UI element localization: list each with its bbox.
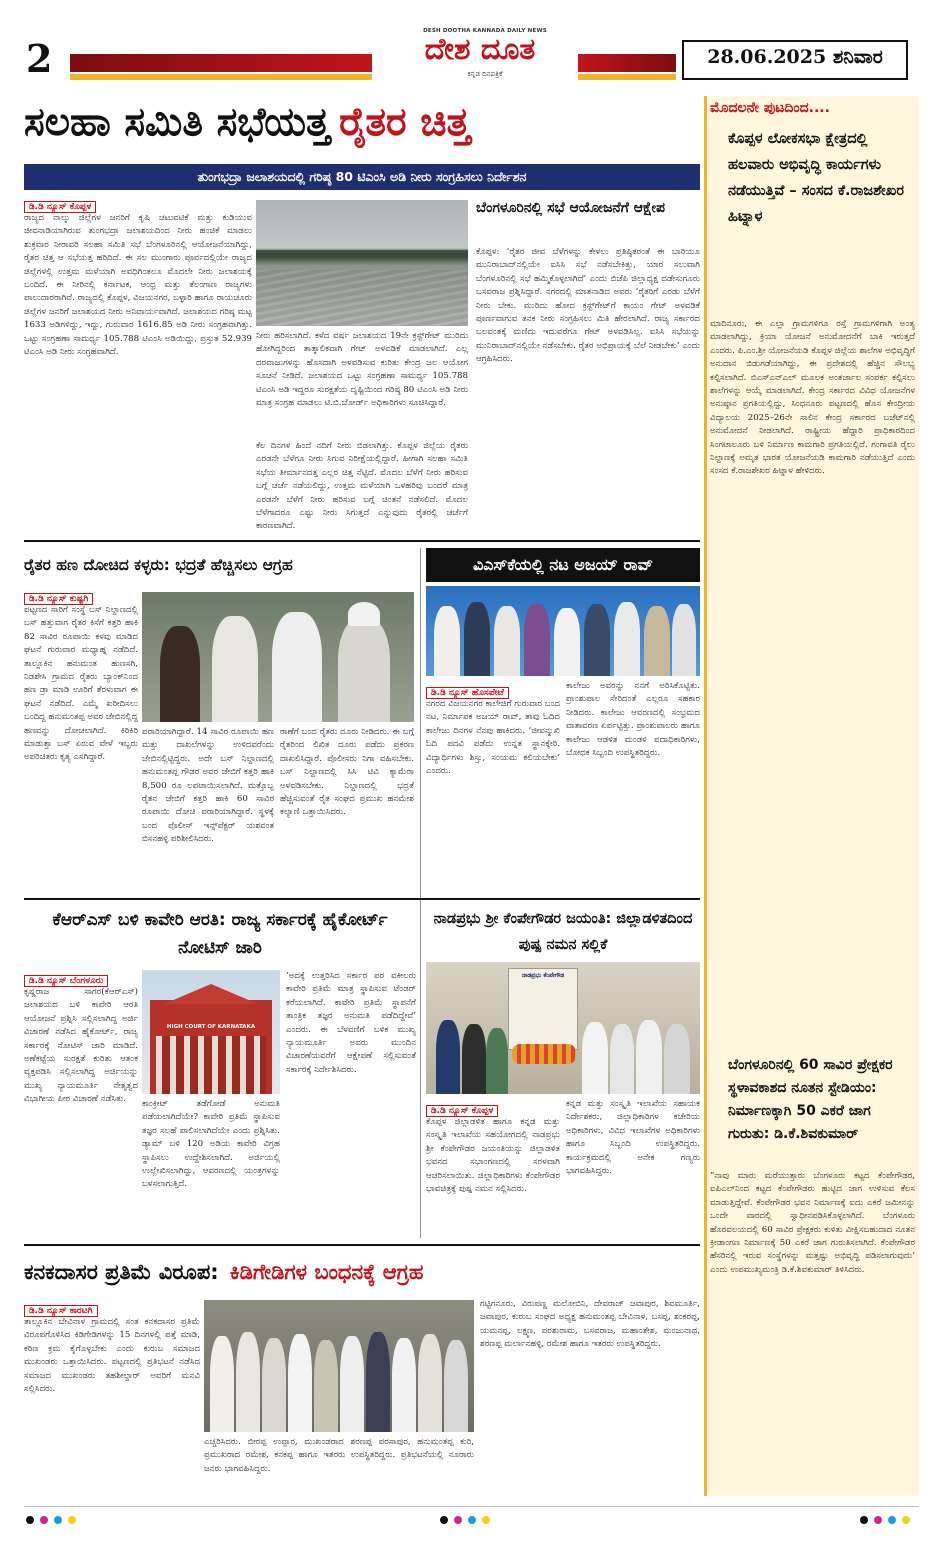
photo-person	[392, 1338, 416, 1432]
divider-vertical-mid	[420, 548, 421, 1238]
kanakadasa-column-2: ಎಚ್ಚರಿಸಿದರು. ಬೀರಪ್ಪ ಉಪ್ಪಾರ, ಮುಖಂಡರಾದ ಶರಣಪ್ಪ ಪರಸಾಪುರ, ಹನುಮಂತಪ್ಪ ಕುರಿ, ಪ್ರಮುಖರಾದ ರಮೇಶ, ಕನಕಪ್ಪ ಹಾಗೂ ಇತರರು ಉಪಸ್ಥಿತರಿದ್ದರು. ಪ್ರತಿಭಟನೆಯಲ್ಲಿ ನೂರಾರು ಜನರು ಭಾಗವಹಿಸಿದ್ದರು.	[204, 1437, 474, 1474]
sidebar-headline-1: ಕೊಪ್ಪಳ ಲೋಕಸಭಾ ಕ್ಷೇತ್ರದಲ್ಲಿ ಹಲವಾರು ಅಭಿವೃದ್ಧಿ ಕಾರ್ಯಗಳು ನಡೆಯುತ್ತಿವೆ – ಸಂಸದ ಕೆ.ರಾಜಶೇಖರ ಹಿಟ್ನಾಳ	[728, 131, 905, 225]
registration-marks-center	[440, 1516, 500, 1526]
lead-subhead-bar	[24, 164, 700, 190]
krs-column-2: ಕಾಂಕ್ರೀಟ್ ತಡೆಗೋಡೆ ಅನುಮತಿ ಪಡೆಯಲಾಗಿದೆಯೇ? ಕಾವೇರಿ ಪ್ರತಿಮೆ ಸ್ಥಾಪಿಸುವ ತಜ್ಞರ ಸಲಹೆ ಪಾಲಿಸಲಾಗಿದೆಯೇ ಎಂದು ಪ್ರಶ್ನಿಸಿತು. ಡ್ಯಾಮ್ ಬಳಿ 120 ಅಡಿಯ ಕಾವೇರಿ ವಿಗ್ರಹ ಸ್ಥಾಪಿಸಲು ಉದ್ದೇಶಿಸಲಾಗಿದೆ. ಅರ್ಜಿಯಲ್ಲಿ ಉಲ್ಲೇಖಿಸಲಾಗಿದ್ದು, ಆವರಣದಲ್ಲಿ ಯಂತ್ರಗಳನ್ನು ಬಳಸಲಾಗುತ್ತಿದೆ.	[142, 1099, 280, 1190]
reg-dot	[468, 1516, 476, 1524]
photo-person	[212, 616, 258, 722]
reservoir-shore	[256, 250, 468, 258]
kempegowda-byline-label: ಡಿ.ಡಿ ನ್ಯೂಸ್ ಕೊಪ್ಪಳ	[426, 1105, 498, 1117]
divider-row-2	[24, 898, 700, 900]
photo-person	[338, 618, 390, 722]
kanakadasa-headline-red: ಕಿಡಿಗೇಡಿಗಳ ಬಂಧನಕ್ಕೆ ಆಗ್ರಹ	[229, 1260, 424, 1284]
sidebar-kicker: ಮೊದಲನೇ ಪುಟದಿಂದ....	[710, 100, 830, 116]
actor-headline: ವಿಎಸ್‌ಕೆಯಲ್ಲಿ ನಟ ಅಜಯ್ ರಾವ್	[472, 555, 654, 574]
thieves-byline-label: ಡಿ.ಡಿ ನ್ಯೂಸ್ ಕುಷ್ಟಗಿ	[24, 593, 93, 605]
photo-person	[486, 1028, 508, 1094]
kanakadasa-byline-label: ಡಿ.ಡಿ ನ್ಯೂಸ್ ಕಾರಟಗಿ	[24, 1305, 98, 1317]
reg-dot	[454, 1516, 462, 1524]
photo-person	[672, 604, 696, 676]
krs-byline-label: ಡಿ.ಡಿ ನ್ಯೂಸ್ ಬೆಂಗಳೂರು	[24, 975, 108, 987]
high-court-photo	[142, 970, 280, 1094]
kempegowda-banner-text: ನಾಡಪ್ರಭು ಕೆಂಪೇಗೌಡ	[521, 972, 565, 979]
kempegowda-photo	[426, 962, 700, 1094]
kanakadasa-column-1: ತಾಲ್ಲೂಕಿನ ಬೇವಿನಾಳ ಗ್ರಾಮದಲ್ಲಿ ಸಂತ ಕನಕದಾಸರ ಪ್ರತಿಮೆ ವಿರೂಪಗೊಳಿಸಿದ ಕಿಡಿಗೇಡಿಗಳನ್ನು 15 ದಿನಗಳಲ್ಲಿ ಪತ್ತೆ ಮಾಡಿ, ಕಠಿಣ ಕ್ರಮ ಕೈಗೊಳ್ಳಬೇಕು ಎಂದು ಕುರುಬ ಸಮಾಜದ ಮುಖಂಡರು ಒತ್ತಾಯಿಸಿದರು. ಪಟ್ಟಣದಲ್ಲಿ ಪ್ರತಿಭಟನೆ ನಡೆಸಿದ ಸಮಾಜದ ಮುಖಂಡರು ತಹಶೀಲ್ದಾರ್ ಅವರಿಗೆ ಮನವಿ ಸಲ್ಲಿಸಿದರು.	[24, 1317, 200, 1395]
reg-dot	[40, 1516, 48, 1524]
photo-person	[340, 1336, 364, 1432]
photo-person	[636, 1020, 662, 1094]
photo-person	[434, 606, 460, 676]
photo-person	[314, 1340, 338, 1432]
photo-person	[272, 612, 322, 722]
photo-person	[436, 1020, 460, 1094]
sidebar-body-2: “ನಾವು ಮಾರು ಮರೆಯುತ್ತಾರು ಬೆಂಗಳೂರು ಕಟ್ಟದ ಕೆಂಪೇಗೌಡರ, ಐಪಿಎಲ್‌ನಿಂದ ಕಟ್ಟದ ಕೆಂಪೇಗೌಡರು ಹುಟ್ಟಿದ ಜಾಗ ಉಳಿಸುವ ಕೆಲಸ ಮಾಡುತ್ತಿದ್ದೇವೆ. ಕೆಂಪೇಗೌಡರ ಭವನ ನಿರ್ಮಾಣಕ್ಕೆ ಐದು ಎಕರೆ ಜಮೀನನ್ನು ಒಂದೇ ವಾರದಲ್ಲಿ ಸ್ವಾಧೀನಪಡಿಸಿಕೊಳ್ಳಲಾಗಿದೆ. ಬೆಂಗಳೂರು ಹೊರವಲಯದಲ್ಲಿ 60 ಸಾವಿರ ಪ್ರೇಕ್ಷಕರು ಕುಳಿತು ವೀಕ್ಷಿಸಬಹುದಾದ ನೂತನ ಕ್ರೀಡಾಂಗಣ ನಿರ್ಮಾಣಕ್ಕೆ 50 ಎಕರೆ ಜಾಗ ಗುರುತಿಸಲಾಗಿದೆ. ಕೆಂಪೇಗೌಡರ ಹೆಸರಿನಲ್ಲಿ ಇರುವ ಸಂಸ್ಥೆಗಳನ್ನು ಮತ್ತಷ್ಟು ಅಭಿವೃದ್ಧಿ ಪಡಿಸಲಾಗುವುದು’ ಎಂದು ಉಪಮುಖ್ಯಮಂತ್ರಿ ಡಿ.ಕೆ.ಶಿವಕುಮಾರ್ ತಿಳಿಸಿದರು.	[710, 1171, 915, 1275]
reg-dot	[860, 1516, 868, 1524]
photo-person	[644, 606, 670, 676]
court-pediment	[164, 984, 258, 1004]
logo-tag: DESH DOOTHA KANNADA DAILY NEWS	[423, 28, 547, 34]
photo-person	[444, 1340, 468, 1432]
kempegowda-column-2: ಕನ್ನಡ ಮತ್ತು ಸಂಸ್ಕೃತಿ ಇಲಾಖೆಯ ಸಹಾಯಕ ನಿರ್ದೇಶಕರು, ಜಿಲ್ಲಾಧಿಕಾರಿಗಳ ಕಚೇರಿಯ ಅಧಿಕಾರಿಗಳು, ವಿವಿಧ ಇಲಾಖೆಗಳ ಅಧಿಕಾರಿಗಳು ಹಾಗೂ ಸಿಬ್ಬಂದಿ ಉಪಸ್ಥಿತರಿದ್ದರು. ಕಾರ್ಯಕ್ರಮದಲ್ಲಿ ಅನೇಕ ಗಣ್ಯರು ಭಾಗವಹಿಸಿದ್ದರು.	[566, 1099, 700, 1177]
actor-byline-label: ಡಿ.ಡಿ ನ್ಯೂಸ್ ಹೊಸಪೇಟೆ	[426, 687, 509, 699]
actor-event-photo	[426, 586, 700, 676]
thieves-column-3: ಠಾಣೆಗೆ ಬಂದ ರೈತರು ದೂರು ನೀಡಿದರು. ಈ ಬಗ್ಗೆ ರೈತರಿಂದ ಲಿಖಿತ ದೂರು ಪಡೆದು ಪ್ರಕರಣ ದಾಖಲಿಸಿದ್ದಾರೆ. ಪೊಲೀಸರು ನಿಗಾ ವಹಿಸಬೇಕು. ಬಸ್ ನಿಲ್ದಾಣದಲ್ಲಿ ಸಿಸಿ ಟಿವಿ ಕ್ಯಾಮೆರಾ ಅಳವಡಿಸಬೇಕು. ನಿಲ್ದಾಣದಲ್ಲಿ ಭದ್ರತೆ ಹೆಚ್ಚಿಸುವಂತೆ ರೈತ ಸಂಘದ ಪ್ರಮುಖ ಹನಮೇಶ ಕಲ್ಯಾಣಿ ಒತ್ತಾಯಿಸಿದರು.	[280, 727, 414, 818]
kanakadasa-protest-photo	[204, 1300, 474, 1432]
lead-headline	[24, 92, 700, 154]
thieves-headline: ರೈತರ ಹಣ ದೋಚಿದ ಕಳ್ಳರು: ಭದ್ರತೆ ಹೆಚ್ಚಿಸಲು ಆಗ್ರಹ	[24, 556, 293, 574]
reservoir-photo	[256, 200, 468, 326]
court-columns	[156, 1036, 266, 1094]
court-sign: HIGH COURT OF KARNATAKA	[166, 1024, 256, 1030]
divider-row-3	[24, 1244, 700, 1246]
thieves-column-2: ಪರಾರಿಯಾಗಿದ್ದಾರೆ. 14 ಸಾವಿರ ರೂಪಾಯಿ ಹಣ ಮತ್ತು ದಾಖಲೆಗಳನ್ನು ಉಳಿದವರೆಂದು ಜೇಬಿನಲ್ಲಿಟ್ಟಿದ್ದರು. ಅದೇ ಬಸ್ ನಿಲ್ದಾಣದಲ್ಲಿ ಹನುಮಂತಪ್ಪ ಗೌಡರ ಅವರ ಜೇಬಿಗೆ ಕತ್ತರಿ ಹಾಕಿ 8,500 ರೂ ಲಪಟಾಯಿಸಲಾಗಿದೆ. ಮತ್ತೊಬ್ಬ ರೈತನ ಜೇಬಿಗೆ ಕತ್ತರಿ ಹಾಕಿ 60 ಸಾವಿರ ರೂಪಾಯಿ ದೋಚಿ ಪರಾರಿಯಾಗಿದ್ದಾರೆ. ಸ್ಥಳಕ್ಕೆ ಬಂದ ಪೊಲೀಸ್ ಇನ್ಸ್‌ಪೆಕ್ಟರ್ ಯಶವಂತ ಬಿಸನಹಳ್ಳಿ ಪರಿಶೀಲಿಸಿದರು.	[142, 727, 274, 845]
krs-headline: ಕೆಆರ್‌ಎಸ್ ಬಳಿ ಕಾವೇರಿ ಆರತಿ: ರಾಜ್ಯ ಸರ್ಕಾರಕ್ಕೆ ಹೈಕೋರ್ಟ್ ನೋಟಿಸ್ ಜಾರಿ	[52, 910, 388, 958]
photo-person	[610, 1024, 634, 1094]
photo-person	[288, 1334, 312, 1432]
photo-person	[210, 1336, 234, 1432]
reg-dot	[440, 1516, 448, 1524]
photo-person	[236, 1332, 260, 1432]
kanakadasa-column-3: ಗಟ್ಟಿಗನೂರು, ವಿರುಪಣ್ಣ ಮಲೋಬಿನಿ, ದೇವರಾಜ್ ಜವಾಪುರ, ಶಿವಮೂರ್ತಿ, ಜವಾಪುರ, ಕುರುಬ ಸಂಘದ ಅಧ್ಯಕ್ಷ ಹನುಮಂತಪ್ಪ ಬೇವಿನಾಳ, ಬಸಪ್ಪ, ಶಂಕರಪ್ಪ, ಯಮನಪ್ಪ, ಲಕ್ಷ್ಮಣ, ಪರಶುರಾಮ, ಬಸವರಾಜ, ಮಹಾಂತೇಶ, ಮಂಜುನಾಥ, ಶರಣಪ್ಪ ಮರ್ಲಾನಹಳ್ಳಿ, ರಮೇಶ ಹಾಗೂ ಇತರರು ಉಪಸ್ಥಿತರಿದ್ದರು.	[480, 1299, 700, 1350]
objection-headline: ಬೆಂಗಳೂರಿನಲ್ಲಿ ಸಭೆ ಆಯೋಜನೆಗೆ ಆಕ್ಷೇಪ	[476, 200, 665, 216]
registration-marks-left	[26, 1516, 86, 1526]
kempegowda-column-1: ಕೊಪ್ಪಳ ಜಿಲ್ಲಾಡಳಿತ ಹಾಗೂ ಕನ್ನಡ ಮತ್ತು ಸಂಸ್ಕೃತಿ ಇಲಾಖೆಯ ಸಹಯೋಗದಲ್ಲಿ ನಾಡಪ್ರಭು ಶ್ರೀ ಕೆಂಪೇಗೌಡರ ಜಯಂತಿಯನ್ನು ಜಿಲ್ಲಾಡಳಿತ ಭವನದ ಸಭಾಂಗಣದಲ್ಲಿ ಸರಳವಾಗಿ ಆಚರಿಸಲಾಯಿತು. ಜಿಲ್ಲಾಧಿಕಾರಿಗಳು ಕೆಂಪೇಗೌಡರ ಭಾವಚಿತ್ರಕ್ಕೆ ಪುಷ್ಪ ನಮನ ಸಲ್ಲಿಸಿದರು.	[426, 1117, 560, 1195]
photo-cap-shape	[348, 602, 380, 626]
divider-lead-bottom	[24, 540, 700, 542]
masthead-left-band	[70, 54, 372, 72]
photo-person	[418, 1334, 442, 1432]
masthead-right-stripe	[578, 74, 676, 80]
reg-dot	[888, 1516, 896, 1524]
footer-rule	[24, 1506, 919, 1507]
reg-dot	[54, 1516, 62, 1524]
lead-headline-red: ರೈತರ ಚಿತ್ತ	[339, 100, 471, 145]
thieves-column-1: ಪಟ್ಟಣದ ಸಾರಿಗೆ ಸಂಸ್ಥೆ ಬಸ್ ನಿಲ್ದಾಣದಲ್ಲಿ ಬಸ್ ಹತ್ತುವಾಗ ರೈತರ ಕಿಸೆಗೆ ಕತ್ತರಿ ಹಾಕಿ 82 ಸಾವಿರ ರೂಪಾಯಿ ಕಳವು ಮಾಡಿದ ಘಟನೆ ಗುರುವಾರ ಮಧ್ಯಾಹ್ನ ನಡೆದಿದೆ. ತಾಲ್ಲೂಕಿನ ಹನುಮಂತ ಹುಣಸಗಿ, ನಿಡಶೇಸಿ ಗ್ರಾಮದ ರೈತರು ಬ್ಯಾಂಕ್‌ನಿಂದ ಹಣ ಡ್ರಾ ಮಾಡಿ ಊರಿಗೆ ತೆರಳುವಾಗ ಈ ಘಟನೆ ನಡೆದಿದೆ. ಎಮ್ಮೆ ಖರೀದಿಸಲು ಬಂದಿದ್ದ ಹನುಮಂತಪ್ಪ ಅವರ ಜೇಬಿನಲ್ಲಿದ್ದ ಹಣವನ್ನು ದೋಚಲಾಗಿದೆ. ಕಿರಿಕಿರಿ ಮಾಡುತ್ತಾ ಬಸ್ ಏರುವ ವೇಳೆ ಇಬ್ಬರು ಅಪರಿಚಿತರು ಕೃತ್ಯ ಎಸಗಿದ್ದಾರೆ.	[24, 605, 138, 763]
masthead-left-stripe	[70, 74, 372, 80]
lead-headline-black: ಸಲಹಾ ಸಮಿತಿ ಸಭೆಯತ್ತ	[24, 100, 331, 145]
photo-person	[554, 608, 580, 676]
sidebar-headline-2: ಬೆಂಗಳೂರಿನಲ್ಲಿ 60 ಸಾವಿರ ಪ್ರೇಕ್ಷಕರ ಸ್ಥಳಾವಕಾಶದ ನೂತನ ಸ್ಟೇಡಿಯಂ: ನಿರ್ಮಾಣಕ್ಕಾಗಿ 50 ಎಕರೆ ಜಾಗ ಗುರುತು: ಡಿ.ಕೆ.ಶಿವಕುಮಾರ್	[728, 1057, 893, 1142]
photo-person	[664, 1024, 690, 1094]
lead-column-3: ಕೆಲ ದಿನಗಳ ಹಿಂದೆ ನದಿಗೆ ನೀರು ಬಿಡಲಾಗಿತ್ತು. ಕೊಪ್ಪಳ ಜಿಲ್ಲೆಯ ರೈತರು ಎರಡನೇ ಬೆಳೆಗೂ ನೀರು ಸಿಗುವ ನಿರೀಕ್ಷೆಯಲ್ಲಿದ್ದಾರೆ. ಹೀಗಾಗಿ ಸಲಹಾ ಸಮಿತಿ ಸಭೆಯ ತೀರ್ಮಾನದತ್ತ ಎಲ್ಲರ ಚಿತ್ತ ನೆಟ್ಟಿದೆ. ಮೊದಲ ಬೆಳೆಗೆ ನೀರು ಹರಿಸುವ ಬಗ್ಗೆ ಚರ್ಚೆ ನಡೆಯಲಿದ್ದು, ಉತ್ತಮ ಮಳೆಯಾಗಿ ಒಳಹರಿವು ಬಂದರೆ ಮಾತ್ರ ಎರಡನೇ ಬೆಳೆಗೆ ನೀರು ಹರಿಸುವ ಬಗ್ಗೆ ಚಿಂತನೆ ನಡೆಸಲಿದೆ. ಮೊದಲ ಬೆಳೆಗಾದರೂ ಎಷ್ಟು ನೀರು ಸಿಗುತ್ತದೆ ಎನ್ನುವುದು ರೈತರಲ್ಲಿ ಚರ್ಚೆಗೆ ಕಾರಣವಾಗಿದೆ.	[256, 441, 468, 532]
lead-column-2: ನೀರು ಹರಿಸಲಾಗಿದೆ. ಕಳೆದ ವರ್ಷ ಜಲಾಶಯದ 19ನೇ ಕ್ರಸ್ಟ್‌ಗೇಟ್ ಮುರಿದು ಹೋಗಿದ್ದರಿಂದ ತಾತ್ಕಾಲಿಕವಾಗಿ ಗೇಟ್ ಅಳವಡಿಕೆ ಮಾಡಲಾಗಿದೆ. ಎಲ್ಲ ದರವಾಜುಗಳನ್ನು ಹೊಸದಾಗಿ ಅಳವಡಿಸುವ ಕುರಿತು ಕೇಂದ್ರ ಜಲ ಆಯೋಗ ಸೂಚನೆ ನೀಡಿದೆ. ಜಲಾಶಯದ ಒಟ್ಟು ಸಂಗ್ರಹಣಾ ಸಾಮರ್ಥ್ಯ 105.788 ಟಿಎಂಸಿ ಅಡಿ ಇದ್ದರೂ ಸುರಕ್ಷತೆಯ ದೃಷ್ಟಿಯಿಂದ ಗರಿಷ್ಠ 80 ಟಿಎಂಸಿ ಅಡಿ ನೀರು ಮಾತ್ರ ಸಂಗ್ರಹ ಮಾಡಲು ಟಿ.ಬಿ.ಬೋರ್ಡ್ ಅಧಿಕಾರಿಗಳು ಸೂಚಿಸಿದ್ದಾರೆ.	[256, 331, 468, 409]
page-number: 2	[26, 36, 53, 81]
flower-garland	[512, 1044, 576, 1064]
lead-byline-label: ಡಿ.ಡಿ ನ್ಯೂಸ್ ಕೊಪ್ಪಳ	[24, 201, 96, 213]
photo-person	[584, 604, 610, 676]
kempegowda-banner	[508, 968, 578, 1050]
reg-dot	[68, 1516, 76, 1524]
objection-body: ಕೊಪ್ಪಳ: ‘ರೈತರ ಜೀವ ಬೆಳೆಗಳನ್ನು ಕೇಳಲು ಪ್ರತಿಷ್ಠಿತರಂತೆ ಈ ಬಾರಿಯೂ ಮುನಿರಾಬಾದ್‌ನಲ್ಲಿಯೇ ಐಸಿಸಿ ಸಭೆ ನಡೆಸಬೇಕಿತ್ತು, ಯಾರ ಸಲುವಾಗಿ ಬೆಂಗಳೂರಿನಲ್ಲಿ ಸಭೆ ಹಮ್ಮಿಕೊಳ್ಳಲಾಗಿದೆ’ ಎಂದು ಬಿಜೆಪಿ ಜಿಲ್ಲಾಧ್ಯಕ್ಷ ದಡೇಸುಗೂರು ಬಸವರಾಜ ಪ್ರಶ್ನಿಸಿದ್ದಾರೆ. ನಗರದಲ್ಲಿ ಮಾತನಾಡಿದ ಅವರು ‘ರೈತರಿಗೆ ಎರಡು ಬೆಳೆಗೆ ನೀರು ಬೇಕು. ಮುರಿದು ಹೋದ ಕ್ರಸ್ಟ್‌ಗೇಟ್‌ಗೆ ಕಾಯಂ ಗೇಟ್ ಅಳವಡಿಕೆ ಪೂರ್ಣವಾಗುವ ತನಕ ನೀರು ಸಂಗ್ರಹಿಸಲು ಮಿತಿ ಹೇರಲಾಗಿದೆ. ರಾಜ್ಯ ಸರ್ಕಾರದ ಬಲವಂತಕ್ಕೆ ಮಣಿದು ಇದುವರೆಗೂ ಗೇಟ್ ಅಳವಡಿಸಿಲ್ಲ. ಐಸಿಸಿ ಸಭೆಯನ್ನು ಮುನಿರಾಬಾದ್‌ನಲ್ಲಿಯೇ ನಡೆಸಬೇಕು. ರೈತರ ಅಭಿಪ್ರಾಯಕ್ಕೆ ಬೆಲೆ ನೀಡಬೇಕು’ ಎಂದು ಆಗ್ರಹಿಸಿದರು.	[476, 247, 700, 365]
kanakadasa-headline	[24, 1252, 700, 1292]
photo-person	[262, 1338, 286, 1432]
photo-person	[366, 1332, 390, 1432]
reg-dot	[902, 1516, 910, 1524]
photo-person	[582, 1022, 608, 1094]
photo-person	[524, 604, 550, 676]
sidebar-body-1: ಮಾದಿನೂರು, ಈ ಎಲ್ಲಾ ಗ್ರಾಮಗಳಿಗೂ ರಸ್ತೆ ಗ್ರಾಮಗಳಿಗಾಗಿ ಅಂತ್ಯ ಮಾಡಲಾಗಿದ್ದು, ಕ್ರಿಯಾ ಯೋಜನೆ ಅನುಮೋದನೆಗೆ ಬಾಕಿ ಇರುತ್ತದೆ ಎಂದರು. ಪಿ.ಎಂ.ಶ್ರೀ ಯೋಜನೆಯಡಿ ಕೊಪ್ಪಳ ಜಿಲ್ಲೆಯ ಶಾಲೆಗಳ ಅಭಿವೃದ್ಧಿಗೆ ಅನುದಾನ ಬಿಡುಗಡೆಯಾಗಿದ್ದು, ಈ ಪ್ರದೇಶದಲ್ಲಿ ಹೆಚ್ಚಿನ ಸೌಲಭ್ಯ ಕಲ್ಪಿಸಲಾಗಿದೆ. ಬಿಎಸ್‌ಎನ್‌ಎಲ್ ಮೂಲಕ ಅಂತರ್ಜಾಲ ಸಂಪರ್ಕ ಕಲ್ಪಿಸಲು ಶಾಲೆಗಳನ್ನು ಆಯ್ಕೆ ಮಾಡಲಾಗಿದೆ. ಕೇಂದ್ರ ಸರ್ಕಾರದ ವಿವಿಧ ಯೋಜನೆಗಳ ಅನುಷ್ಠಾನ ಪ್ರಗತಿಯಲ್ಲಿದ್ದು, ಸಿಂಧನೂರು ಪಟ್ಟಣದಲ್ಲಿ ಹೊಸ ಕೇಂದ್ರೀಯ ವಿದ್ಯಾಲಯ 2025–26ನೇ ಸಾಲಿನ ಕೇಂದ್ರ ಸರ್ಕಾರದ ಬಜೆಟ್‌ನಲ್ಲಿ ಅನುಮೋದನೆ ನೀಡಲಾಗಿದೆ. ರಾಷ್ಟ್ರೀಯ ಹೆದ್ದಾರಿ ಪ್ರಾಧಿಕಾರದಿಂದ ಸಿಂಗಟಾಲೂರು ಬಳಿ ನಿರ್ಮಾಣ ಕಾಮಗಾರಿ ಪ್ರಗತಿಯಲ್ಲಿದೆ. ಗಂಗಾವತಿ ರೈಲು ನಿಲ್ದಾಣಕ್ಕೆ ಅಮೃತ ಭಾರತ ಯೋಜನೆಯಡಿ ಕಾಮಗಾರಿ ನಡೆಯುತ್ತಿದೆ ಎಂದು ಸಂಸದ ಕೆ.ರಾಜಶೇಖರ ಹಿಟ್ನಾಳ ಹೇಳಿದರು.	[710, 319, 915, 477]
photo-person	[462, 1024, 486, 1094]
reg-dot	[482, 1516, 490, 1524]
newspaper-logo: ದೇಶ ದೂತ	[424, 32, 536, 67]
logo-subtitle: ಕನ್ನಡ ದಿನಪತ್ರಿಕೆ	[467, 70, 503, 78]
thieves-photo	[142, 592, 414, 722]
photo-person	[464, 602, 490, 676]
lead-subhead: ತುಂಗಭದ್ರಾ ಜಲಾಶಯದಲ್ಲಿ ಗರಿಷ್ಠ 80 ಟಿಎಂಸಿ ಅಡಿ ನೀರು ಸಂಗ್ರಹಿಸಲು ನಿರ್ದೇಶನ	[197, 169, 527, 184]
krs-column-3: ‘ಅದಕ್ಕೆ ಉತ್ತರಿಸಿದ ಸರ್ಕಾರ ಪರ ವಕೀಲರು ಕಾವೇರಿ ಪ್ರತಿಮೆ ಮಾತ್ರ ಸ್ಥಾಪಿಸುವ ಟೆಂಡರ್ ಕರೆಯಲಾಗಿದೆ. ಕಾವೇರಿ ಪ್ರತಿಮೆ ಸ್ಥಾಪನೆಗೆ ತಾಂತ್ರಿಕ ತಜ್ಞರ ಅನುಮತಿ ಪಡೆದಿದ್ದೇವೆ’ ಎಂದರು. ಈ ಬೆಳವಣಿಗೆ ಬಳಿಕ ಮುಖ್ಯ ನ್ಯಾಯಮೂರ್ತಿ ಅವರು ಮುಂದಿನ ವಿಚಾರಣೆಯವರೆಗೆ ಆಕ್ಷೇಪಣೆ ಸಲ್ಲಿಸುವಂತೆ ಸರ್ಕಾರಕ್ಕೆ ನಿರ್ದೇಶಿಸಿದರು.	[286, 971, 416, 1075]
photo-person	[160, 626, 200, 722]
actor-column-2: ಕಾಲೇಜು ಅವರನ್ನು ನನಗೆ ಅರಿಸಿಕೊಟ್ಟಿತು. ಪ್ರಾಂಶುಪಾಲ ಸೇರಿದಂತೆ ಎಲ್ಲರೂ ಸಹಕಾರ ನೀಡಿದರು. ಕಾಲೇಜು ಆವರಣದಲ್ಲಿ ಸಂಭ್ರಮದ ವಾತಾವರಣ ಏರ್ಪಟ್ಟಿತ್ತು. ಪ್ರಾಂಶುಪಾಲರು ಹಾಗೂ ಕಾಲೇಜು ಆಡಳಿತ ಮಂಡಳಿ ಪದಾಧಿಕಾರಿಗಳು, ಬೋಧಕ ಸಿಬ್ಬಂದಿ ಉಪಸ್ಥಿತರಿದ್ದರು.	[566, 681, 700, 759]
reservoir-ripples	[256, 270, 468, 326]
krs-column-1: ಕೃಷ್ಣರಾಜ ಸಾಗರ(ಕೆಆರ್‌ಎಸ್) ಜಲಾಶಯದ ಬಳಿ ಕಾವೇರಿ ಆರತಿ ಆಯೋಜನೆ ಪ್ರಶ್ನಿಸಿ ಸಲ್ಲಿಸಲಾಗಿದ್ದ ಅರ್ಜಿ ವಿಚಾರಣೆ ನಡೆಸಿದ ಹೈಕೋರ್ಟ್, ರಾಜ್ಯ ಸರ್ಕಾರಕ್ಕೆ ನೋಟಿಸ್ ಜಾರಿ ಮಾಡಿದೆ. ಅಣೆಕಟ್ಟೆಯ ಸುರಕ್ಷತೆ ಕುರಿತು ಆತಂಕ ವ್ಯಕ್ತಪಡಿಸಿ ಸಲ್ಲಿಸಲಾಗಿದ್ದ ಅರ್ಜಿಯನ್ನು ಮುಖ್ಯ ನ್ಯಾಯಮೂರ್ತಿ ನೇತೃತ್ವದ ವಿಭಾಗೀಯ ಪೀಠ ವಿಚಾರಣೆ ನಡೆಸಿತು.	[24, 987, 138, 1105]
registration-marks-right	[860, 1516, 920, 1526]
photo-person	[614, 602, 640, 676]
kanakadasa-headline-black: ಕನಕದಾಸರ ಪ್ರತಿಮೆ ವಿರೂಪ:	[24, 1260, 219, 1284]
masthead	[0, 0, 945, 88]
lead-column-1: ರಾಜ್ಯದ ನಾಲ್ಕು ಜಿಲ್ಲೆಗಳ ಜನರಿಗೆ ಕೃಷಿ ಚಟುವಟಿಕೆ ಮತ್ತು ಕುಡಿಯುವ ಜೀವನಾಡಿಯಾಗಿರುವ ತುಂಗಭದ್ರಾ ಜಲಾಶಯದಿಂದ ನೀರು ಹಂಚಿಕೆ ಮಾಡಲು ಶುಕ್ರವಾರ ನೀರಾವರಿ ಸಲಹಾ ಸಮಿತಿ ಸಭೆ ಬೆಂಗಳೂರಿನಲ್ಲಿ ಆಯೋಜನೆಯಾಗಿದ್ದು, ರೈತರ ಚಿತ್ತ ಆ ಸಭೆಯತ್ತ ಹರಿದಿದೆ. ಈ ಸಲ ಮುಂಗಾರು ಪೂರ್ವದಲ್ಲಿಯೇ ರಾಜ್ಯದ ಜಿಲ್ಲೆಗಳಲ್ಲಿ ಉತ್ತಮ ಮಳೆಯಾಗಿ ಅವಧಿಗಿಂತಲೂ ಮೊದಲೇ ನೀರು ಜಲಾಶಯಕ್ಕೆ ಬಂದಿದೆ. ಈ ನೀರಿನಲ್ಲಿ ಕರ್ನಾಟಕ, ಆಂಧ್ರ ಮತ್ತು ತೆಲಂಗಾಣ ರಾಜ್ಯಗಳು ಪಾಲುದಾರರಾಗಿವೆ. ರಾಜ್ಯದಲ್ಲಿ ಕೊಪ್ಪಳ, ವಿಜಯನಗರ, ಬಳ್ಳಾರಿ ಹಾಗೂ ರಾಯಚೂರು ಜಿಲ್ಲೆಗಳ ಜನರಿಗೆ ಜಲಾಶಯದ ನೀರು ಅನಿವಾರ್ಯವಾಗಿದೆ. ಜಲಾಶಯದ ಗರಿಷ್ಠ ಮಟ್ಟ 1633 ಅಡಿಗಳಿದ್ದು, ಇದ್ದು, ಗುರುವಾರ 1616.85 ಅಡಿ ನೀರು ಸಂಗ್ರಹವಾಗಿತ್ತು. ಒಟ್ಟು ಸಂಗ್ರಹಣಾ ಸಾಮರ್ಥ್ಯ 105.788 ಟಿಎಂಸಿ ಅಡಿಯಿದ್ದು, ಪ್ರಸ್ತುತ 52.939 ಟಿಎಂಸಿ ಅಡಿ ನೀರು ಸಂಗ್ರಹವಾಗಿದೆ.	[24, 213, 252, 358]
reg-dot	[26, 1516, 34, 1524]
actor-column-1: ನಗರದ ವಿಜಯನಗರ ಕಾಲೇಜಿಗೆ ಗುರುವಾರ ಬಂದ ನಟ, ನಿರ್ಮಾಪಕ ಅಜಯ್ ರಾವ್, ತಾವು ಓದಿದ ಕಾಲೇಜು ದಿನಗಳ ನೆನಪು ಹಾಕಿದರು. ‘ಜೀವನ್ಮುಖಿ ಓದಿ ಪದವಿ ಪಡೆದು ಉನ್ನತ ಸ್ಥಾನಕ್ಕೇರಿ. ವಿದ್ಯಾರ್ಥಿಗಳು ಶಿಸ್ತು, ಸಂಯಮ ಕಲಿಯಬೇಕು’ ಎಂದರು.	[426, 699, 560, 777]
reg-dot	[874, 1516, 882, 1524]
masthead-right-band	[578, 54, 676, 72]
kempegowda-headline: ನಾಡಪ್ರಭು ಶ್ರೀ ಕೆಂಪೇಗೌಡರ ಜಯಂತಿ: ಜಿಲ್ಲಾಡಳಿತದಿಂದ ಪುಷ್ಪ ನಮನ ಸಲ್ಲಿಕೆ	[433, 911, 693, 953]
photo-person	[494, 606, 520, 676]
issue-date: 28.06.2025 ಶನಿವಾರ	[707, 46, 883, 68]
